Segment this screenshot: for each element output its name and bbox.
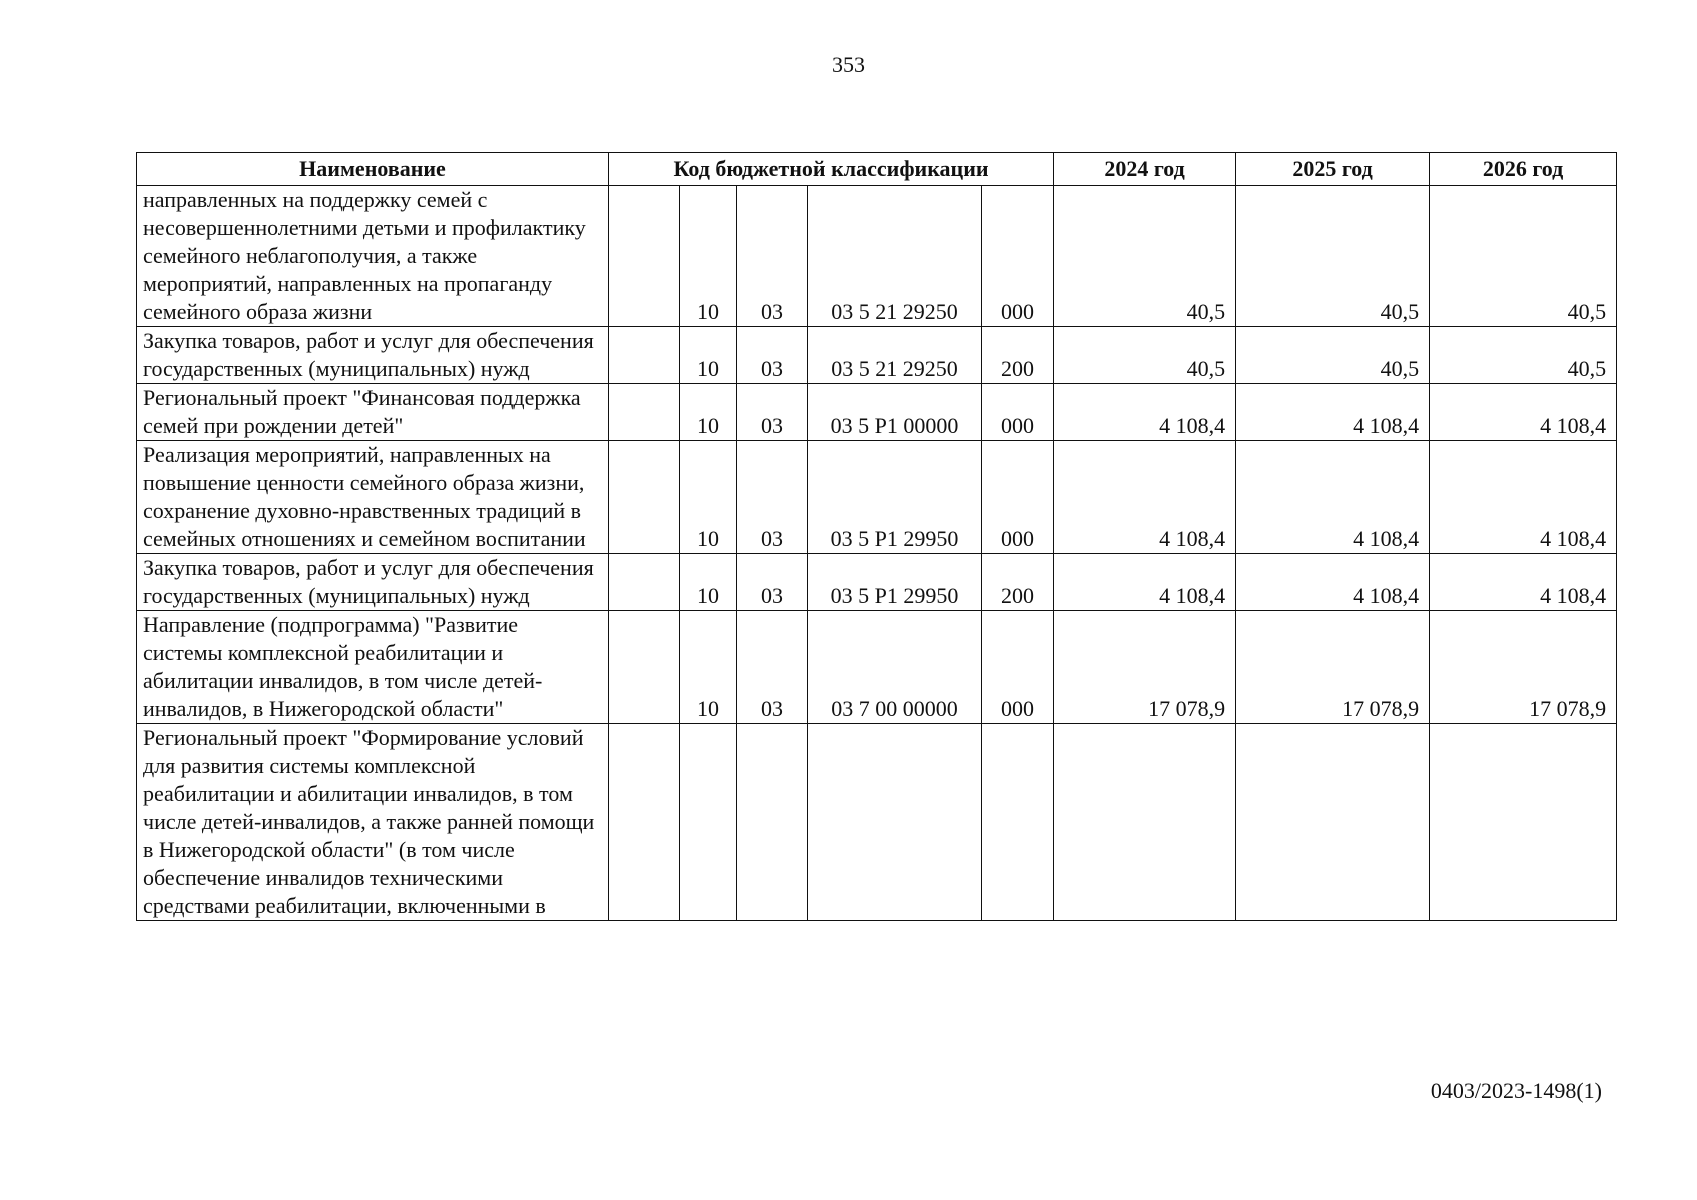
table-row [137,554,1617,611]
value-2025: 40,5 [1236,327,1430,384]
value-2025: 4 108,4 [1236,384,1430,441]
table-row [137,724,1617,921]
code-part-3: 03 [737,441,808,554]
code-part-2: 10 [680,441,737,554]
code-part-2: 10 [680,384,737,441]
value-2026: 17 078,9 [1430,611,1617,724]
code-part-1 [609,611,680,724]
header-2026: 2026 год [1430,153,1617,186]
row-name: Закупка товаров, работ и услуг для обеспечения государственных (муниципальных) нужд [137,554,609,611]
table-header-row [137,153,1617,186]
code-part-3 [737,724,808,921]
code-part-2: 10 [680,554,737,611]
code-part-1 [609,186,680,327]
row-name: направленных на поддержку семей с несовершеннолетними детьми и профилактику семейного неблагополучия, а также мероприятий, направленных на пропаганду семейного образа жизни [137,186,609,327]
code-part-3: 03 [737,611,808,724]
code-part-1 [609,724,680,921]
code-part-2 [680,724,737,921]
value-2024 [1054,724,1236,921]
value-2024: 4 108,4 [1054,384,1236,441]
code-part-4: 03 5 21 29250 [808,327,982,384]
header-code: Код бюджетной классификации [609,153,1054,186]
row-name: Направление (подпрограмма) "Развитие системы комплексной реабилитации и абилитации инвалидов, в том числе детей-инвалидов, в Нижегородской области" [137,611,609,724]
code-part-3: 03 [737,384,808,441]
row-name: Региональный проект "Формирование условий для развития системы комплексной реабилитации и абилитации инвалидов, в том числе детей-инвалидов, а также ранней помощи в Нижегородской области" (в том числе обеспечение инвалидов техническими средствами реабилитации, включенными в [137,724,609,921]
table-row [137,384,1617,441]
value-2026: 4 108,4 [1430,554,1617,611]
code-part-2: 10 [680,327,737,384]
code-part-3: 03 [737,327,808,384]
value-2026 [1430,724,1617,921]
budget-table [136,152,1617,921]
code-part-3: 03 [737,554,808,611]
code-part-1 [609,327,680,384]
value-2024: 4 108,4 [1054,554,1236,611]
value-2024: 40,5 [1054,186,1236,327]
table-row [137,327,1617,384]
code-part-1 [609,384,680,441]
document-code: 0403/2023-1498(1) [1430,1078,1602,1103]
code-part-1 [609,441,680,554]
code-part-5 [982,724,1054,921]
code-part-4: 03 5 21 29250 [808,186,982,327]
code-part-5: 000 [982,611,1054,724]
code-part-5: 200 [982,327,1054,384]
header-2025: 2025 год [1236,153,1430,186]
value-2026: 4 108,4 [1430,384,1617,441]
table-row [137,441,1617,554]
code-part-2: 10 [680,611,737,724]
value-2025 [1236,724,1430,921]
header-2024: 2024 год [1054,153,1236,186]
value-2026: 40,5 [1430,327,1617,384]
code-part-3: 03 [737,186,808,327]
code-part-4: 03 5 P1 00000 [808,384,982,441]
table-row [137,186,1617,327]
value-2024: 4 108,4 [1054,441,1236,554]
value-2025: 4 108,4 [1236,441,1430,554]
value-2025: 17 078,9 [1236,611,1430,724]
header-name: Наименование [137,153,609,186]
code-part-4: 03 5 P1 29950 [808,441,982,554]
code-part-5: 200 [982,554,1054,611]
code-part-4: 03 7 00 00000 [808,611,982,724]
value-2026: 40,5 [1430,186,1617,327]
row-name: Региональный проект "Финансовая поддержка семей при рождении детей" [137,384,609,441]
page-number: 353 [832,52,865,77]
value-2025: 4 108,4 [1236,554,1430,611]
code-part-5: 000 [982,441,1054,554]
code-part-4 [808,724,982,921]
row-name: Закупка товаров, работ и услуг для обеспечения государственных (муниципальных) нужд [137,327,609,384]
value-2024: 17 078,9 [1054,611,1236,724]
code-part-2: 10 [680,186,737,327]
value-2026: 4 108,4 [1430,441,1617,554]
value-2024: 40,5 [1054,327,1236,384]
code-part-5: 000 [982,384,1054,441]
value-2025: 40,5 [1236,186,1430,327]
table-row [137,611,1617,724]
code-part-4: 03 5 P1 29950 [808,554,982,611]
row-name: Реализация мероприятий, направленных на повышение ценности семейного образа жизни, сохранение духовно-нравственных традиций в семейных отношениях и семейном воспитании [137,441,609,554]
code-part-5: 000 [982,186,1054,327]
code-part-1 [609,554,680,611]
